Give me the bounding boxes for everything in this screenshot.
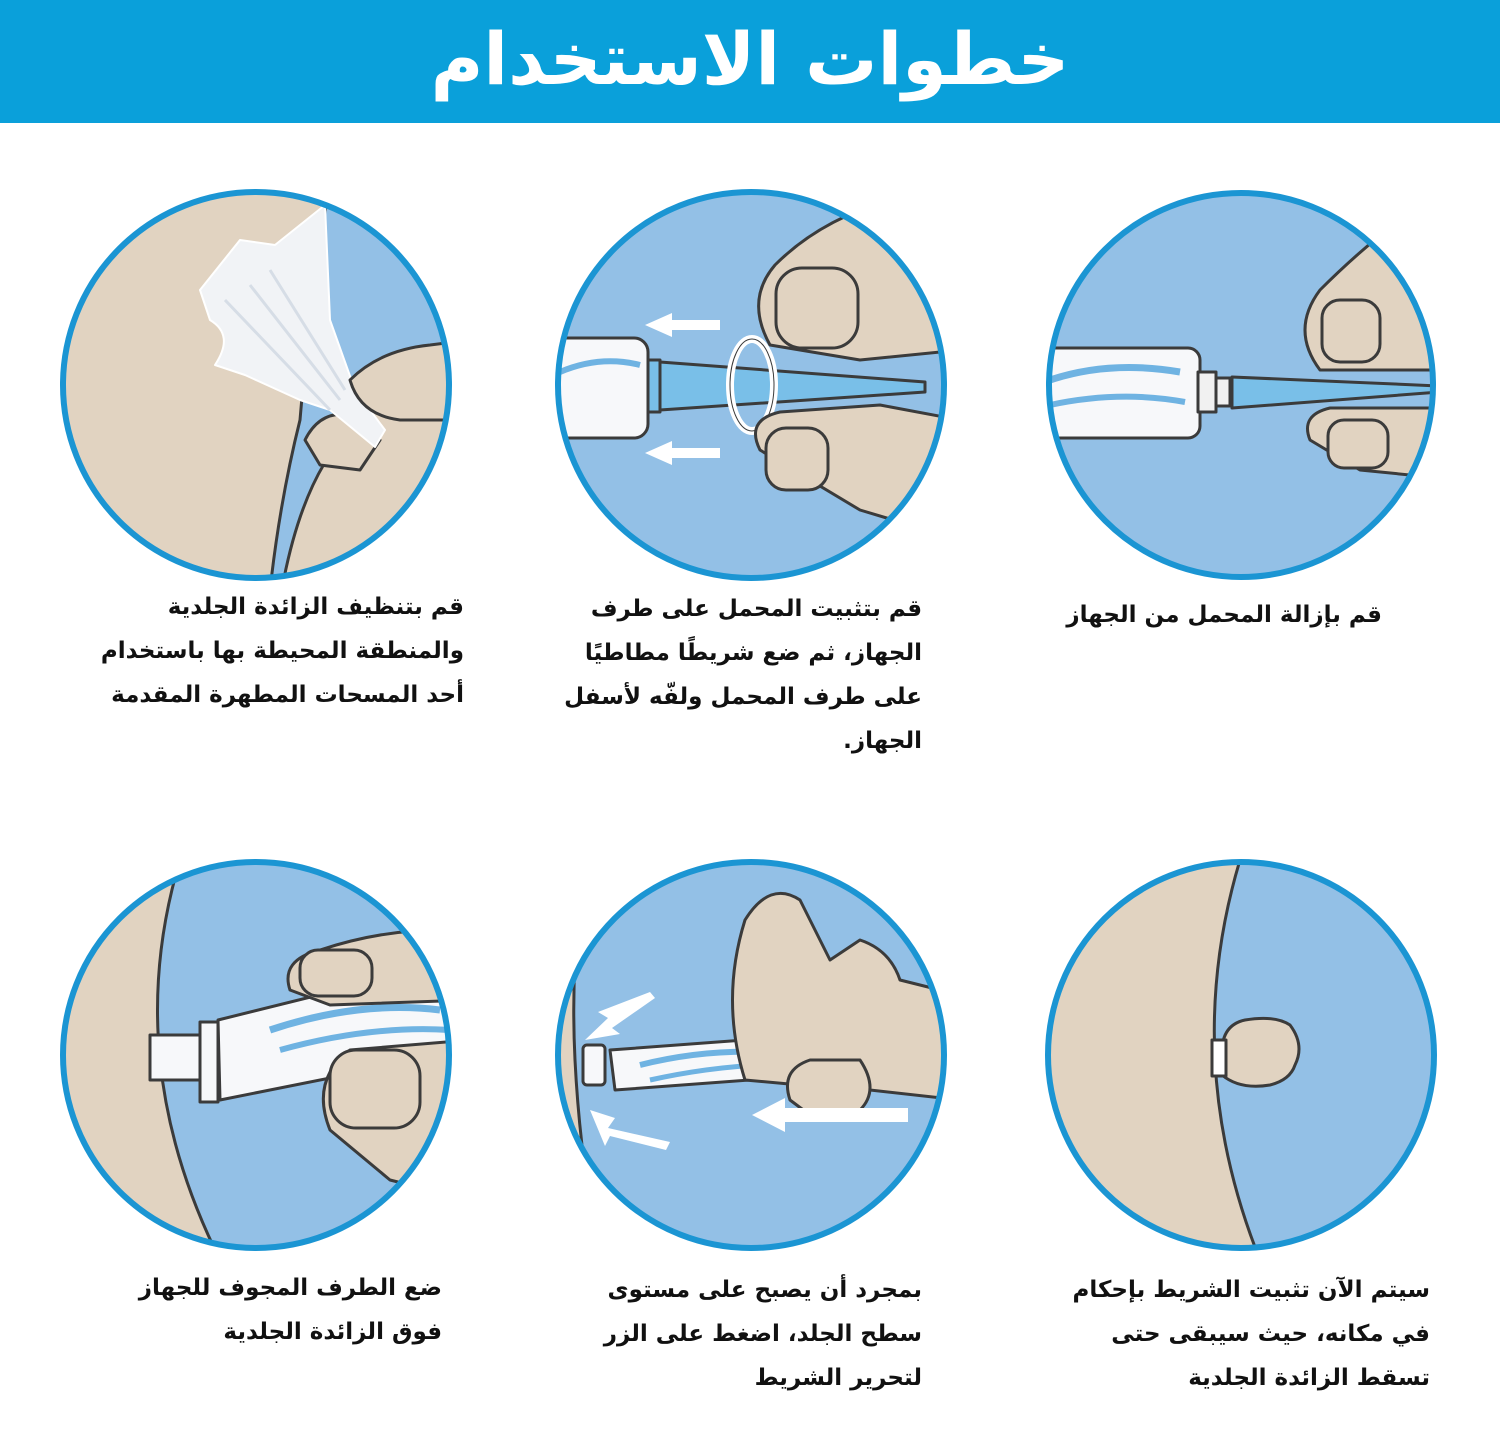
step-4-caption: ضع الطرف المجوف للجهاز فوق الزائدة الجلدية — [138, 1275, 442, 1345]
page-title: خطوات الاستخدام — [430, 16, 1070, 101]
step-2-caption: قم بتثبيت المحمل على طرف الجهاز، ثم ضع شريطًا مطاطيًا على طرف المحمل ولفّه لأسفل الجهاز. — [564, 596, 922, 754]
step-5-caption: بمجرد أن يصبح على مستوى سطح الجلد، اضغط على الزر لتحرير الشريط — [603, 1277, 922, 1391]
step-6-caption: سيتم الآن تثبيت الشريط بإحكام في مكانه، حيث سيبقى حتى تسقط الزائدة الجلدية — [1072, 1277, 1430, 1391]
step-3-caption: قم بتنظيف الزائدة الجلدية والمنطقة المحيطة بها باستخدام أحد المسحات المطهرة المقدمة — [100, 594, 464, 708]
step-1-caption: قم بإزالة المحمل من الجهاز — [1066, 602, 1382, 628]
